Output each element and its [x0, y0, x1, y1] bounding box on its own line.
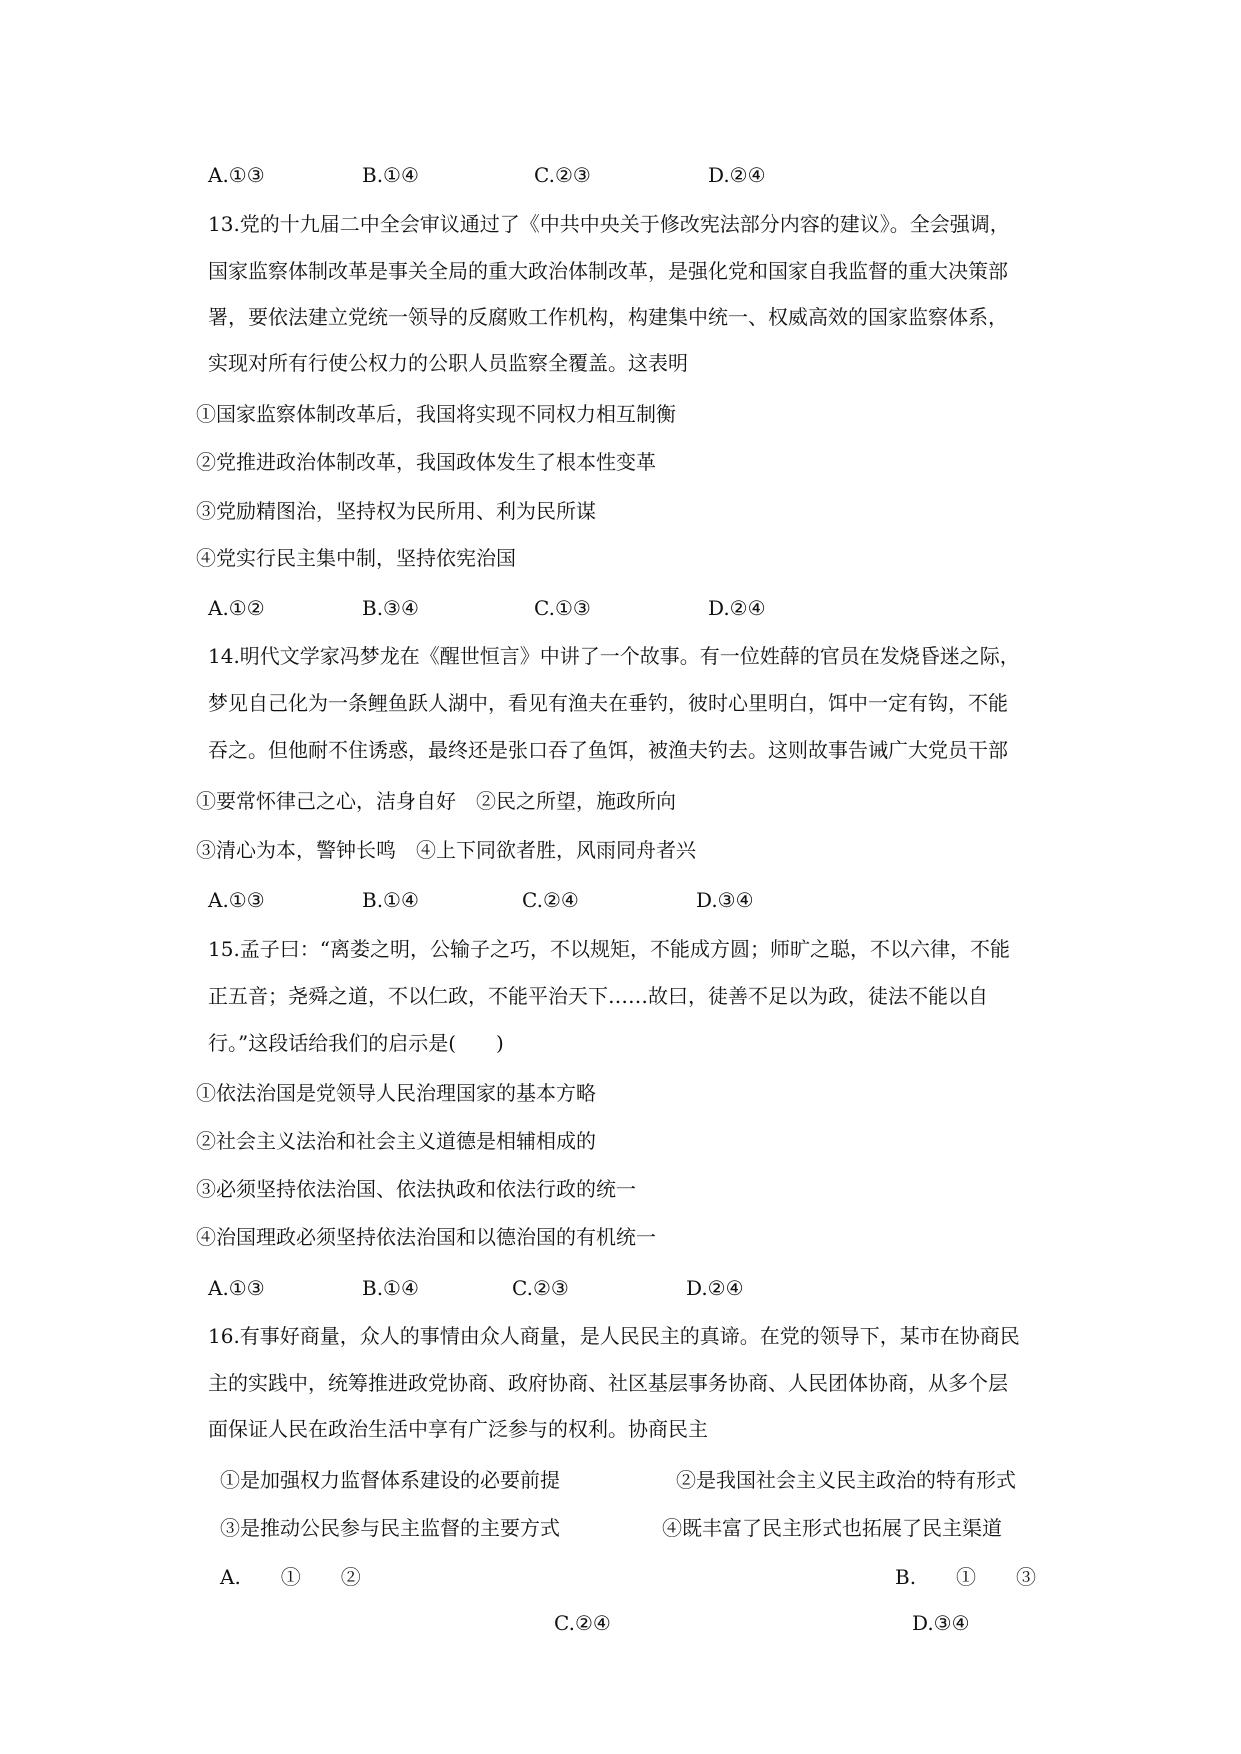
q14-option-a: A.①③	[208, 888, 265, 912]
q16-option-d: D.③④	[912, 1611, 970, 1635]
q13-stem-line: 国家监察体制改革是事关全局的重大政治体制改革，是强化党和国家自我监督的重大决策部	[208, 259, 1008, 283]
q15-stem-line: 行。”这段话给我们的启示是( )	[208, 1031, 504, 1055]
q14-item: ①要常怀律己之心，洁身自好 ②民之所望，施政所向	[196, 789, 676, 813]
q13-stem-line: 13.党的十九届二中全会审议通过了《中共中央关于修改宪法部分内容的建议》。全会强调，	[208, 212, 1010, 236]
q12-option-a: A.①③	[208, 163, 265, 187]
q16-stem-line: 主的实践中，统筹推进政党协商、政府协商、社区基层事务协商、人民团体协商，从多个层	[208, 1371, 1008, 1395]
q16-item: ③是推动公民参与民主监督的主要方式	[220, 1516, 560, 1540]
q15-stem-line: 正五音；尧舜之道，不以仁政，不能平治天下……故曰，徒善不足以为政，徒法不能以自	[208, 984, 988, 1008]
q15-item: ④治国理政必须坚持依法治国和以德治国的有机统一	[196, 1225, 656, 1249]
q12-option-c: C.②③	[534, 163, 591, 187]
q14-stem-line: 吞之。但他耐不住诱惑，最终还是张口吞了鱼饵，被渔夫钓去。这则故事告诫广大党员干部	[208, 738, 1008, 762]
q15-item: ②社会主义法治和社会主义道德是相辅相成的	[196, 1129, 596, 1153]
q16-stem-line: 面保证人民在政治生活中享有广泛参与的权利。协商民主	[208, 1417, 708, 1441]
q15-item: ③必须坚持依法治国、依法执政和依法行政的统一	[196, 1177, 636, 1201]
q15-item: ①依法治国是党领导人民治理国家的基本方略	[196, 1081, 596, 1105]
q13-option-d: D.②④	[708, 596, 766, 620]
q15-option-b: B.①④	[362, 1276, 419, 1300]
q16-item: ②是我国社会主义民主政治的特有形式	[676, 1468, 1016, 1492]
q16-option-b: B. ① ③	[895, 1565, 1037, 1589]
q15-option-c: C.②③	[512, 1276, 569, 1300]
q16-stem-line: 16.有事好商量，众人的事情由众人商量，是人民民主的真谛。在党的领导下，某市在协商民	[208, 1324, 1020, 1348]
q16-item: ④既丰富了民主形式也拓展了民主渠道	[662, 1516, 1002, 1540]
q14-stem-line: 14.明代文学家冯梦龙在《醒世恒言》中讲了一个故事。有一位姓薛的官员在发烧昏迷之际，	[208, 644, 1020, 668]
q13-stem-line: 实现对所有行使公权力的公职人员监察全覆盖。这表明	[208, 351, 688, 375]
q13-option-a: A.①②	[208, 596, 265, 620]
q16-option-a: A. ① ②	[220, 1565, 361, 1589]
q15-option-a: A.①③	[208, 1276, 265, 1300]
q13-item: ③党励精图治，坚持权为民所用、利为民所谋	[196, 499, 596, 523]
q14-option-b: B.①④	[362, 888, 419, 912]
q16-option-c: C.②④	[554, 1611, 611, 1635]
q13-item: ①国家监察体制改革后，我国将实现不同权力相互制衡	[196, 402, 676, 426]
q16-item: ①是加强权力监督体系建设的必要前提	[220, 1468, 560, 1492]
q13-item: ②党推进政治体制改革，我国政体发生了根本性变革	[196, 450, 656, 474]
q13-option-b: B.③④	[362, 596, 419, 620]
q13-stem-line: 署，要依法建立党统一领导的反腐败工作机构，构建集中统一、权威高效的国家监察体系，	[208, 305, 1008, 329]
q14-option-d: D.③④	[696, 888, 754, 912]
q13-option-c: C.①③	[534, 596, 591, 620]
q14-item: ③清心为本，警钟长鸣 ④上下同欲者胜，风雨同舟者兴	[196, 838, 696, 862]
q15-option-d: D.②④	[686, 1276, 744, 1300]
q14-option-c: C.②④	[522, 888, 579, 912]
q14-stem-line: 梦见自己化为一条鲤鱼跃人湖中，看见有渔夫在垂钓，彼时心里明白，饵中一定有钩，不能	[208, 691, 1008, 715]
q15-stem-line: 15.孟子曰：“离娄之明，公输子之巧，不以规矩，不能成方圆；师旷之聪，不以六律，不能	[208, 937, 1011, 961]
q13-item: ④党实行民主集中制，坚持依宪治国	[196, 546, 516, 570]
q12-option-d: D.②④	[708, 163, 766, 187]
q12-option-b: B.①④	[362, 163, 419, 187]
